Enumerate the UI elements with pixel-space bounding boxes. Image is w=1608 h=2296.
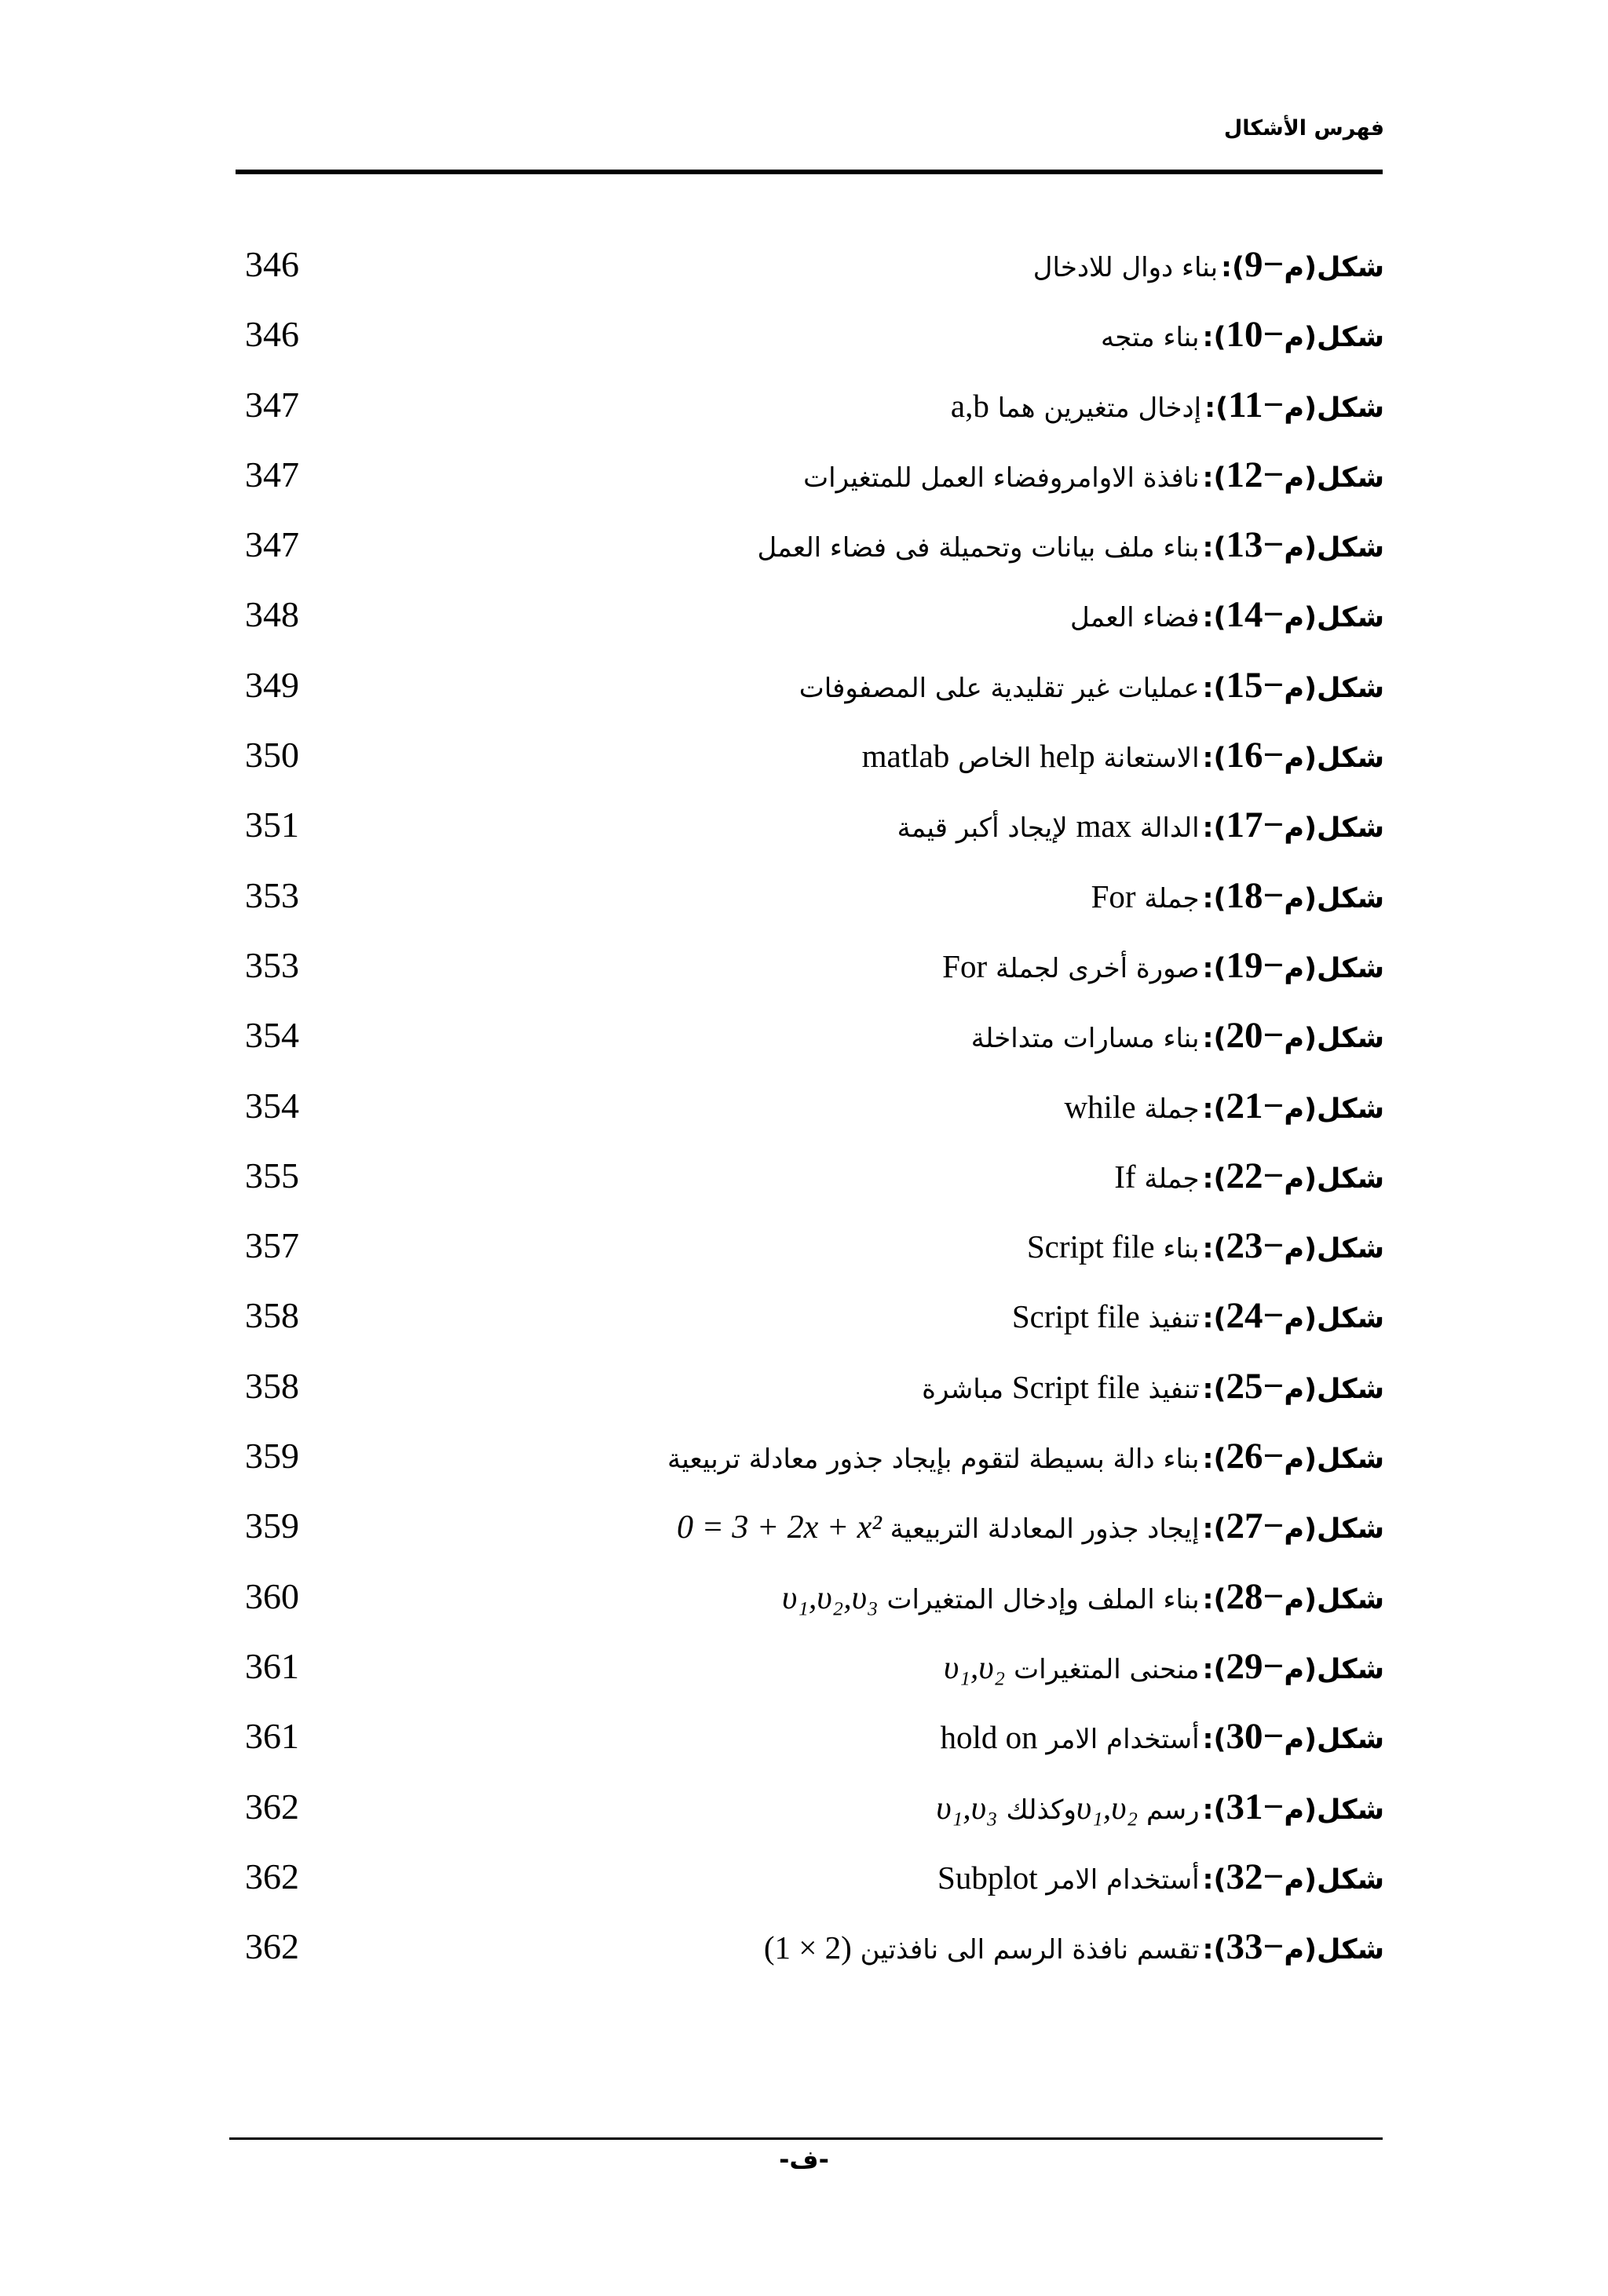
entry-number: −30 [1226, 1716, 1285, 1758]
entry-number: −27 [1226, 1506, 1285, 1547]
entry-label: شكل(م [1284, 462, 1384, 494]
entry-title-part: جملة [1144, 1163, 1200, 1195]
list-item [0, 1491, 1608, 1560]
entry-title-part: نافذة الاوامروفضاء العمل للمتغيرات [803, 462, 1200, 494]
entry-title-part: تنفيذ [1148, 1373, 1200, 1405]
entry-title [1101, 322, 1200, 353]
entry-separator: ): [1202, 602, 1226, 634]
entry-label: شكل(م [1284, 1093, 1384, 1125]
entry-page-number: 355 [245, 1155, 299, 1195]
entry-separator: ): [1202, 952, 1226, 984]
entry-title-part: صورة أخرى لجملة [995, 952, 1200, 984]
list-item [0, 930, 1608, 1000]
list-item [0, 440, 1608, 509]
entry-separator: ): [1202, 1023, 1226, 1055]
entry-number: −29 [1226, 1645, 1285, 1687]
entry-title-part: تنفيذ [1148, 1303, 1200, 1335]
entry-page-number: 359 [245, 1436, 299, 1477]
entry-title [1011, 1298, 1200, 1335]
entry-title [803, 462, 1199, 494]
entry-separator: ): [1202, 532, 1226, 564]
list-item [0, 1210, 1608, 1280]
entry-page-number: 353 [245, 874, 299, 915]
entry-page-number: 358 [245, 1295, 299, 1336]
entry-separator: ): [1202, 882, 1226, 914]
entry-title [922, 1368, 1200, 1405]
entry-text [677, 1491, 1384, 1570]
entry-number: −28 [1226, 1575, 1285, 1617]
entry-title-part: مباشرة [922, 1373, 1004, 1405]
entry-number: −33 [1226, 1926, 1285, 1968]
entry-text [940, 1701, 1384, 1780]
entry-label: شكل(م [1284, 392, 1384, 424]
entry-text [971, 1000, 1384, 1079]
entry-title-latin: Script file [1011, 1368, 1140, 1405]
entry-separator: ): [1202, 462, 1226, 494]
entry-separator: ): [1202, 1303, 1226, 1335]
entry-page-number: 347 [245, 384, 299, 425]
entry-text [1091, 860, 1384, 940]
entry-title-part: بناء دالة بسيطة لتقوم بإيجاد جذور معادلة تربيعية [667, 1444, 1200, 1476]
entry-title-part: لإيجاد أكبر قيمة [897, 812, 1068, 845]
entry-title-part: بناء متجه [1101, 322, 1200, 354]
entry-title-latin: a,b [950, 387, 989, 424]
entry-text [937, 1842, 1384, 1921]
list-item [0, 790, 1608, 860]
entry-separator: ): [1202, 1513, 1226, 1546]
entry-title-latin: Script file [1026, 1228, 1155, 1265]
entry-title-part: بناء الملف وإدخال المتغيرات [886, 1583, 1200, 1615]
entry-label: شكل(م [1284, 1653, 1384, 1685]
entry-number: −25 [1226, 1365, 1285, 1407]
entry-number: −16 [1226, 735, 1285, 776]
entry-title-latin: Script file [1011, 1298, 1140, 1335]
entry-page-number: 360 [245, 1575, 299, 1616]
entry-label: شكل(م [1284, 1863, 1384, 1896]
entry-title-part: بناء دوال للادخال [1032, 252, 1219, 283]
entry-text [1012, 1280, 1384, 1360]
entry-text [1101, 299, 1384, 378]
list-item [0, 860, 1608, 930]
entry-page-number: 361 [245, 1645, 299, 1686]
entry-separator: ): [1204, 392, 1229, 424]
page-header-title: فهرس الأشكال [1223, 116, 1384, 141]
entry-title [758, 532, 1200, 564]
entry-title-part: أستخدام الامر [1046, 1863, 1200, 1896]
entry-number: −19 [1226, 944, 1285, 986]
entry-number: −18 [1226, 874, 1285, 916]
entry-title-part: الدالة [1139, 812, 1200, 845]
entry-title-part: منحنى المتغيرات [1014, 1653, 1200, 1685]
entry-title-latin: max [1076, 808, 1132, 845]
entry-label: شكل(م [1284, 952, 1384, 984]
entry-separator: ): [1202, 1444, 1226, 1476]
entry-separator: ): [1202, 1863, 1226, 1896]
entry-text [782, 1561, 1384, 1641]
entry-label: شكل(م [1284, 1794, 1384, 1826]
entry-text [758, 509, 1384, 589]
entry-page-number: 357 [245, 1225, 299, 1266]
entry-number: −31 [1226, 1786, 1285, 1827]
entry-text [862, 720, 1384, 799]
entry-number: −32 [1226, 1856, 1285, 1897]
entry-separator: ): [1221, 252, 1245, 283]
entry-number: −23 [1226, 1225, 1285, 1267]
entry-label: شكل(م [1284, 1303, 1384, 1335]
entry-label: شكل(م [1284, 743, 1384, 775]
list-item [0, 1911, 1608, 1981]
list-item [0, 1842, 1608, 1911]
entry-page-number: 353 [245, 944, 299, 985]
entry-title-part: تقسم نافذة الرسم الى نافذتين [860, 1934, 1200, 1966]
entry-page-number: 347 [245, 454, 299, 495]
entry-title-part: عمليات غير تقليدية على المصفوفات [799, 672, 1200, 704]
entry-title-part: وكذلك [1006, 1794, 1076, 1826]
entry-page-number: 354 [245, 1085, 299, 1126]
footer-rule [229, 2137, 1383, 2140]
entry-page-number: 349 [245, 664, 299, 705]
entry-page-number: 359 [245, 1506, 299, 1546]
entry-text [1064, 1071, 1384, 1150]
entry-page-number: 348 [245, 594, 299, 635]
entry-title-part: إدخال متغيرين هما [997, 392, 1202, 424]
figures-list [0, 229, 1608, 1981]
entry-title-latin: while [1064, 1088, 1136, 1125]
list-item [0, 720, 1608, 790]
entry-text [764, 1911, 1384, 1991]
entry-text [897, 790, 1384, 869]
entry-title-part: رسم [1146, 1794, 1200, 1826]
entry-label: شكل(م [1284, 322, 1384, 354]
entry-label: شكل(م [1284, 812, 1384, 845]
header-rule [236, 170, 1383, 174]
entry-label: شكل(م [1284, 252, 1384, 283]
entry-title-latin: For [942, 947, 988, 984]
entry-number: −12 [1226, 454, 1285, 495]
entry-text [1114, 1141, 1384, 1220]
page-number: -ف- [779, 2145, 829, 2174]
entry-number: −14 [1226, 594, 1285, 636]
list-item [0, 1631, 1608, 1701]
entry-label: شكل(م [1284, 1373, 1384, 1405]
entry-label: شكل(م [1284, 1513, 1384, 1546]
entry-title-latin: (1 × 2) [763, 1929, 852, 1966]
list-item [0, 1561, 1608, 1631]
entry-title-latin: help [1040, 738, 1095, 775]
entry-separator: ): [1202, 1934, 1226, 1966]
entry-separator: ): [1202, 1233, 1226, 1265]
entry-number: −11 [1228, 384, 1285, 425]
entry-title-latin: matlab [861, 738, 950, 775]
entry-separator: ): [1202, 1583, 1226, 1615]
entry-title [940, 1719, 1200, 1756]
entry-text [1033, 229, 1384, 308]
entry-label: شكل(م [1284, 1724, 1384, 1756]
entry-title [781, 1579, 1200, 1616]
entry-label: شكل(م [1284, 1163, 1384, 1195]
entry-label: شكل(م [1284, 1023, 1384, 1055]
entry-number: −24 [1226, 1295, 1285, 1337]
entry-title-part: الخاص [958, 743, 1032, 775]
entry-title [937, 1859, 1200, 1896]
entry-title [763, 1929, 1200, 1966]
entry-text [942, 930, 1384, 1009]
entry-title-part: جملة [1144, 882, 1200, 914]
entry-label: شكل(م [1284, 882, 1384, 914]
list-item [0, 579, 1608, 649]
entry-number: −26 [1226, 1436, 1285, 1477]
entry-separator: ): [1202, 672, 1226, 704]
list-item [0, 1772, 1608, 1842]
entry-number: −15 [1226, 664, 1285, 706]
entry-number: −10 [1226, 314, 1285, 356]
entry-number: −21 [1226, 1085, 1285, 1126]
list-item [0, 1071, 1608, 1141]
entry-separator: ): [1202, 1724, 1226, 1756]
entry-page-number: 362 [245, 1856, 299, 1896]
entry-page-number: 358 [245, 1365, 299, 1406]
entry-number: −13 [1226, 524, 1285, 566]
entry-title-part: بناء ملف بيانات وتحميلة فى فضاء العمل [757, 532, 1200, 564]
list-item [0, 1421, 1608, 1491]
entry-title [971, 1023, 1200, 1054]
entry-number: −17 [1226, 805, 1285, 846]
entry-text [803, 440, 1384, 519]
list-item [0, 370, 1608, 440]
entry-label: شكل(م [1284, 1233, 1384, 1265]
entry-page-number: 347 [245, 524, 299, 565]
entry-page-number: 346 [245, 244, 299, 284]
entry-text [1027, 1210, 1384, 1290]
entry-title [944, 1649, 1200, 1686]
entry-title [1026, 1228, 1200, 1265]
list-item [0, 1351, 1608, 1421]
entry-title [1070, 602, 1200, 633]
entry-title [942, 947, 1200, 984]
entry-text [667, 1421, 1384, 1500]
entry-page-number: 346 [245, 314, 299, 355]
list-item [0, 650, 1608, 720]
entry-page-number: 354 [245, 1015, 299, 1056]
entry-text [951, 370, 1384, 449]
entry-title-math: υ₁,υ₂ [944, 1649, 1006, 1686]
entry-title [861, 738, 1200, 775]
entry-title [799, 673, 1200, 704]
list-item [0, 229, 1608, 299]
entry-title-part: إيجاد جذور المعادلة التربيعية [890, 1513, 1200, 1546]
entry-separator: ): [1202, 1163, 1226, 1195]
entry-page-number: 362 [245, 1786, 299, 1827]
entry-title-latin: Subplot [937, 1859, 1038, 1896]
list-item [0, 1701, 1608, 1771]
entry-title [1064, 1088, 1200, 1125]
entry-label: شكل(م [1284, 1583, 1384, 1615]
list-item [0, 509, 1608, 579]
entry-text [944, 1631, 1384, 1710]
entry-title-part: أستخدام الامر [1046, 1724, 1200, 1756]
entry-separator: ): [1202, 1653, 1226, 1685]
entry-title [897, 808, 1200, 845]
entry-number: −20 [1226, 1015, 1285, 1057]
entry-title-latin: For [1091, 878, 1136, 914]
entry-title-part: الاستعانة [1103, 743, 1200, 775]
entry-separator: ): [1202, 743, 1226, 775]
entry-title-math: υ₁,υ₂ [1076, 1790, 1138, 1827]
entry-text [922, 1351, 1384, 1430]
entry-separator: ): [1202, 812, 1226, 845]
entry-label: شكل(م [1284, 672, 1384, 704]
entry-title-latin: hold on [940, 1719, 1038, 1756]
entry-title [676, 1509, 1200, 1546]
entry-title-part: جملة [1144, 1093, 1200, 1125]
entry-title-latin: If [1114, 1158, 1136, 1195]
entry-number: −9 [1244, 244, 1285, 285]
list-item [0, 1280, 1608, 1350]
entry-separator: ): [1202, 1794, 1226, 1826]
entry-label: شكل(م [1284, 602, 1384, 634]
entry-title [936, 1790, 1200, 1827]
entry-page-number: 351 [245, 805, 299, 845]
entry-title-part: بناء مسارات متداخلة [970, 1023, 1200, 1055]
entry-title-part: بناء [1163, 1233, 1200, 1265]
list-item [0, 299, 1608, 369]
entry-title-part: فضاء العمل [1070, 602, 1200, 634]
entry-title-math: υ₁,υ₃ [936, 1790, 998, 1827]
entry-title-math: 0 = 3 + 2x + x² [676, 1509, 882, 1546]
entry-number: −22 [1226, 1155, 1285, 1196]
entry-text [799, 650, 1384, 729]
entry-title [667, 1444, 1199, 1475]
entry-label: شكل(م [1284, 1444, 1384, 1476]
entry-title [1091, 878, 1200, 914]
list-item [0, 1000, 1608, 1070]
entry-text [1070, 579, 1384, 659]
entry-label: شكل(م [1284, 1934, 1384, 1966]
entry-separator: ): [1202, 1093, 1226, 1125]
list-item [0, 1141, 1608, 1210]
entry-page-number: 362 [245, 1926, 299, 1967]
entry-page-number: 350 [245, 735, 299, 776]
entry-page-number: 361 [245, 1716, 299, 1757]
entry-title [1033, 252, 1218, 283]
entry-title [950, 387, 1202, 424]
entry-label: شكل(م [1284, 532, 1384, 564]
entry-text [936, 1772, 1384, 1851]
entry-title [1114, 1158, 1200, 1195]
entry-separator: ): [1202, 1373, 1226, 1405]
entry-title-math: υ₁,υ₂,υ₃ [781, 1579, 879, 1616]
entry-separator: ): [1202, 322, 1226, 354]
